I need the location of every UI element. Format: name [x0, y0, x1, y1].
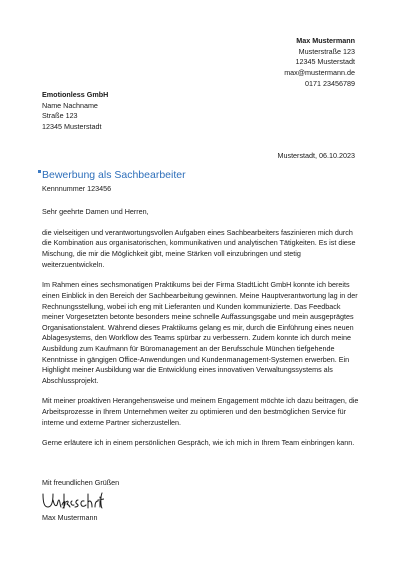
body-paragraph: die vielseitigen und verantwortungsvollen Aufgaben eines Sachbearbeiters faszinieren mich durch die Kombination aus organisatorischen, kommunikativen und analytischen Tätigkeiten. Es ist diese Mischung, die mir die Möglichkeit gibt, meine Stärken voll einzubringen und stetig weiterzuentwickeln. [42, 227, 356, 269]
sender-city: 12345 Musterstadt [295, 57, 355, 67]
recipient-address-block [42, 90, 108, 133]
recipient-contact: Name Nachname [42, 100, 98, 110]
signed-name: Max Mustermann [42, 513, 98, 522]
sender-email: max@mustermann.de [284, 68, 355, 78]
recipient-street: Straße 123 [42, 111, 78, 121]
closing-phrase: Mit freundlichen Grüßen [42, 478, 120, 487]
sender-address-block [284, 36, 355, 90]
sender-street: Musterstraße 123 [298, 46, 355, 56]
recipient-company: Emotionless GmbH [42, 90, 109, 99]
reference-number: Kennnummer 123456 [42, 184, 112, 193]
body-paragraph: Mit meiner proaktiven Herangehensweise und meinem Engagement möchte ich dazu beitragen, die Arbeitsprozesse in Ihrem Unternehmen weiter zu optimieren und den bestmöglichen Service für interne und externe Partner sicherzustellen. [42, 396, 359, 427]
letter-subject: Bewerbung als Sachbearbeiter [42, 169, 186, 181]
sender-phone: 0171 23456789 [305, 78, 355, 88]
letter-body [42, 207, 364, 459]
subject-bullet-marker [38, 170, 41, 173]
recipient-city: 12345 Musterstadt [42, 122, 102, 132]
letter-date: Musterstadt, 06.10.2023 [277, 151, 355, 160]
sender-name: Max Mustermann [296, 36, 355, 45]
body-paragraph: Im Rahmen eines sechsmonatigen Praktikums bei der Firma StadtLicht GmbH konnte ich bereits einen Einblick in den Bereich der Sachbearbeitung gewinnen. Meine Hauptverantwortung lag in der Rechnungsstellung, wobei ich eng mit Lieferanten und Kunden kommunizierte. Das Feedback meiner Vorgesetzten betonte besonders meine schnelle Auffassungsgabe und mein ausgeprägtes Organisationstalent. Während dieses Praktikums gelang es mir, durch die Einführung eines neuen Ablagesystems, den Workflow des Teams spürbar zu verbessern. Zudem konnte ich durch meine Ausbildung zum Kaufmann für Büromanagement an der Berufsschule München tiefgehende Kenntnisse in gängigen Office-Anwendungen und Kundenmanagement-Systemen erwerben. Ein Highlight meiner Ausbildung war die Entwicklung eines innovativen Verwaltungssystems als Abschlussprojekt. [42, 280, 358, 385]
salutation: Sehr geehrte Damen und Herren, [42, 207, 149, 216]
handwritten-signature [40, 488, 104, 514]
body-paragraph: Gerne erläutere ich in einem persönlichen Gespräch, wie ich mich in Ihrem Team einbringen kann. [42, 438, 355, 448]
